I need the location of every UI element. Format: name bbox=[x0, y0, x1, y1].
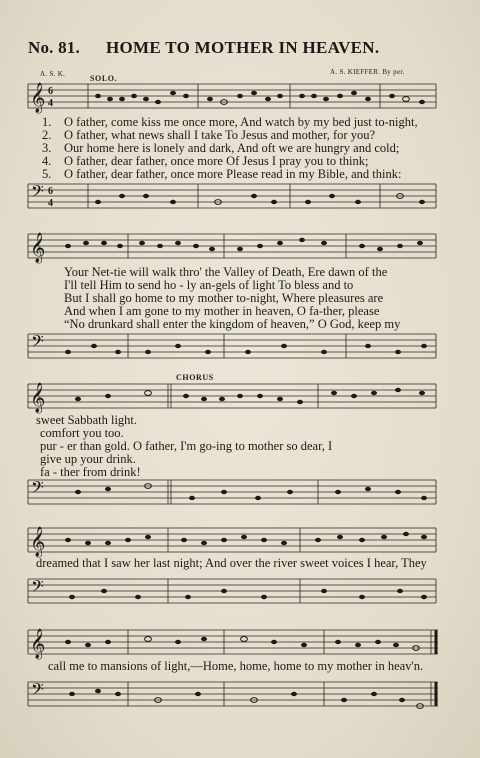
svg-text:𝄢: 𝄢 bbox=[31, 578, 44, 600]
system-2-line-4: And when I am gone to my mother in heaven, O fa-ther, please bbox=[64, 304, 380, 318]
music-credit: A. S. KIEFFER. By per. bbox=[330, 68, 405, 76]
treble-staff-system-3 bbox=[28, 380, 438, 416]
bass-staff-system-3 bbox=[28, 476, 438, 512]
svg-text:𝄞: 𝄞 bbox=[30, 83, 46, 113]
system-3-line-3: pur - er than gold. O father, I'm go-ing to mother so dear, I bbox=[40, 439, 333, 453]
svg-text:𝄢: 𝄢 bbox=[31, 681, 44, 703]
system-4-line: dreamed that I saw her last night; And over the river sweet voices I hear, They bbox=[36, 556, 427, 570]
treble-staff-system-5 bbox=[28, 626, 440, 662]
verse-3-line: 3. Our home here is lonely and dark, And oft we are hungry and cold; bbox=[42, 141, 400, 155]
svg-text:𝄞: 𝄞 bbox=[30, 527, 46, 556]
svg-text:𝄞: 𝄞 bbox=[30, 383, 46, 412]
verse-2-line: 2. O father, what news shall I take To Jesus and mother, for you? bbox=[42, 128, 376, 142]
bass-staff-system-2 bbox=[28, 330, 438, 366]
bass-staff-system-1 bbox=[28, 180, 438, 216]
system-3-line-1: sweet Sabbath light. bbox=[36, 413, 138, 427]
hymn-title: HOME TO MOTHER IN HEAVEN. bbox=[106, 38, 380, 57]
svg-text:𝄢: 𝄢 bbox=[31, 333, 44, 355]
svg-text:4: 4 bbox=[48, 98, 53, 109]
bass-staff-system-4 bbox=[28, 575, 438, 611]
svg-text:𝄞: 𝄞 bbox=[30, 233, 46, 262]
words-credit: A. S. K. bbox=[40, 70, 66, 78]
system-2-line-1: Your Net-tie will walk thro' the Valley of Death, Ere dawn of the bbox=[64, 265, 388, 279]
chorus-label: CHORUS bbox=[176, 373, 214, 382]
system-3-line-4: give up your drink. bbox=[40, 452, 136, 466]
treble-staff-system-4 bbox=[28, 524, 438, 560]
bass-staff-system-5 bbox=[28, 678, 440, 714]
system-3-line-5: fa - ther from drink! bbox=[40, 465, 141, 479]
svg-text:𝄞: 𝄞 bbox=[30, 629, 46, 658]
hymn-number: No. 81. bbox=[28, 38, 80, 57]
system-2-line-2: I'll tell Him to send ho - ly an-gels of light To bless and to bbox=[64, 278, 354, 292]
svg-text:𝄢: 𝄢 bbox=[31, 183, 44, 205]
hymn-header bbox=[28, 38, 448, 58]
system-5-line: call me to mansions of light,—Home, home, home to my mother in heav'n. bbox=[48, 659, 424, 673]
svg-text:6: 6 bbox=[48, 86, 53, 97]
solo-label: SOLO. bbox=[90, 74, 118, 83]
svg-text:6: 6 bbox=[48, 186, 53, 197]
verse-1-line: 1. O father, come kiss me once more, And watch by my bed just to-night, bbox=[42, 115, 418, 129]
system-3-line-2: comfort you too. bbox=[40, 426, 124, 440]
svg-text:𝄢: 𝄢 bbox=[31, 479, 44, 501]
svg-text:4: 4 bbox=[48, 198, 53, 209]
system-2-line-3: But I shall go home to my mother to-night, Where pleasures are bbox=[64, 291, 384, 305]
system-2-line-5: “No drunkard shall enter the kingdom of heaven,” O God, keep my bbox=[64, 317, 401, 331]
treble-staff-system-2 bbox=[28, 230, 438, 266]
verse-4-line: 4. O father, dear father, once more Of Jesus I pray you to think; bbox=[42, 154, 369, 168]
treble-staff-system-1 bbox=[28, 80, 438, 120]
verse-5-line: 5. O father, dear father, once more Please read in my Bible, and think: bbox=[42, 167, 402, 181]
